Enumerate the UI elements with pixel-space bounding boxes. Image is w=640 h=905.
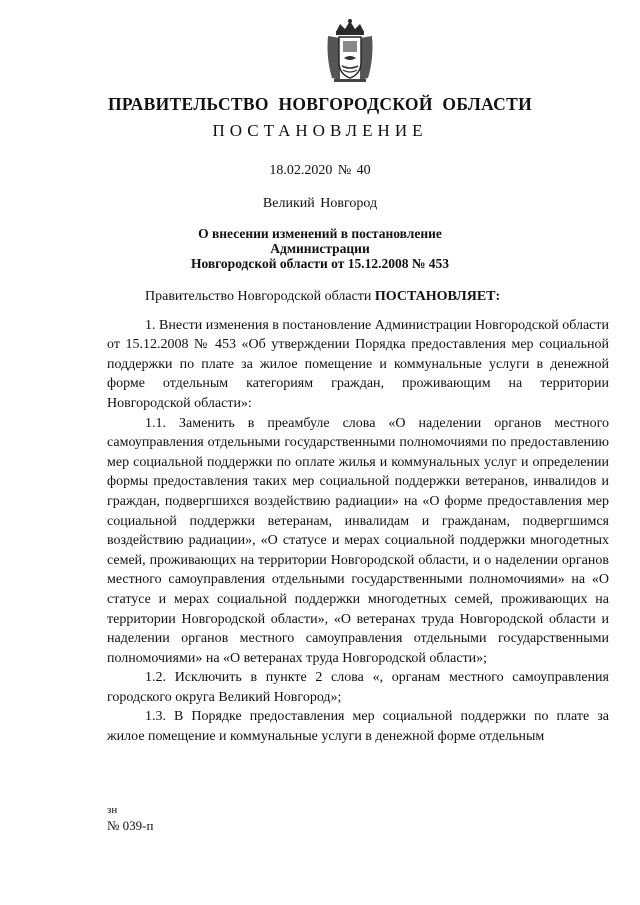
footer-reference bbox=[107, 803, 153, 833]
decree-keyword: ПОСТАНОВЛЯЕТ: bbox=[374, 289, 501, 304]
intro-text: Правительство Новгородской области bbox=[145, 289, 375, 304]
body-paragraph: 1. Внести изменения в постановление Администрации Новгородской области от 15.12.2008 № 453 «Об утверждении Порядка предоставления мер социальной поддержки по плате за жилое помещение и коммунальные услуги в денежной форме отдельным категориям граждан, проживающим на территории Новгородской области»: bbox=[107, 317, 609, 411]
subject-line: О внесении изменений в постановление Администрации bbox=[198, 226, 442, 256]
document-subject bbox=[150, 226, 490, 271]
place-of-issue: Великий Новгород bbox=[262, 196, 378, 211]
subject-line: Новгородской области от 15.12.2008 № 453 bbox=[190, 256, 450, 271]
footer-number: № 039-п bbox=[107, 818, 154, 833]
document-body bbox=[107, 287, 609, 747]
body-paragraph: 1.3. В Порядке предоставления мер социальной поддержки по плате за жилое помещение и коммунальные услуги в денежной форме отдельным bbox=[107, 709, 609, 745]
intro-paragraph bbox=[107, 287, 609, 307]
government-title: ПРАВИТЕЛЬСТВО НОВГОРОДСКОЙ ОБЛАСТИ bbox=[108, 94, 532, 114]
coat-of-arms-icon bbox=[324, 18, 376, 84]
body-paragraph: 1.2. Исключить в пункте 2 слова «, органам местного самоуправления городского округа Великий Новгород»; bbox=[107, 670, 609, 705]
body-paragraph: 1.1. Заменить в преамбуле слова «О наделении органов местного самоуправления отдельными государственными полномочиями по предоставлению мер социальной поддержки по оплате жилья и коммунальных услуг и определении формы предоставления таких мер социальной поддержки ветеранов, инвалидов и граждан, подвергшихся воздействию радиации» на «О форме предоставления мер социальной поддержки ветеранам, инвалидам и гражданам, подвергшимся воздействию радиации», «О статусе и мерах социальной поддержки многодетных семей, проживающих на территории Новгородской области, и о наделении органов местного самоуправления отдельными государственными полномочиями» на «О статусе и мерах социальной поддержки многодетных семей, проживающих на территории Новгородской области», «О ветеранах труда Новгородской области и наделении органов местного самоуправления отдельными государственными полномочиями» на «О ветеранах труда Новгородской области»; bbox=[107, 415, 609, 666]
date-number: 18.02.2020 № 40 bbox=[269, 163, 371, 178]
document-type: ПОСТАНОВЛЕНИЕ bbox=[212, 121, 428, 140]
footer-code: зн bbox=[107, 804, 118, 816]
